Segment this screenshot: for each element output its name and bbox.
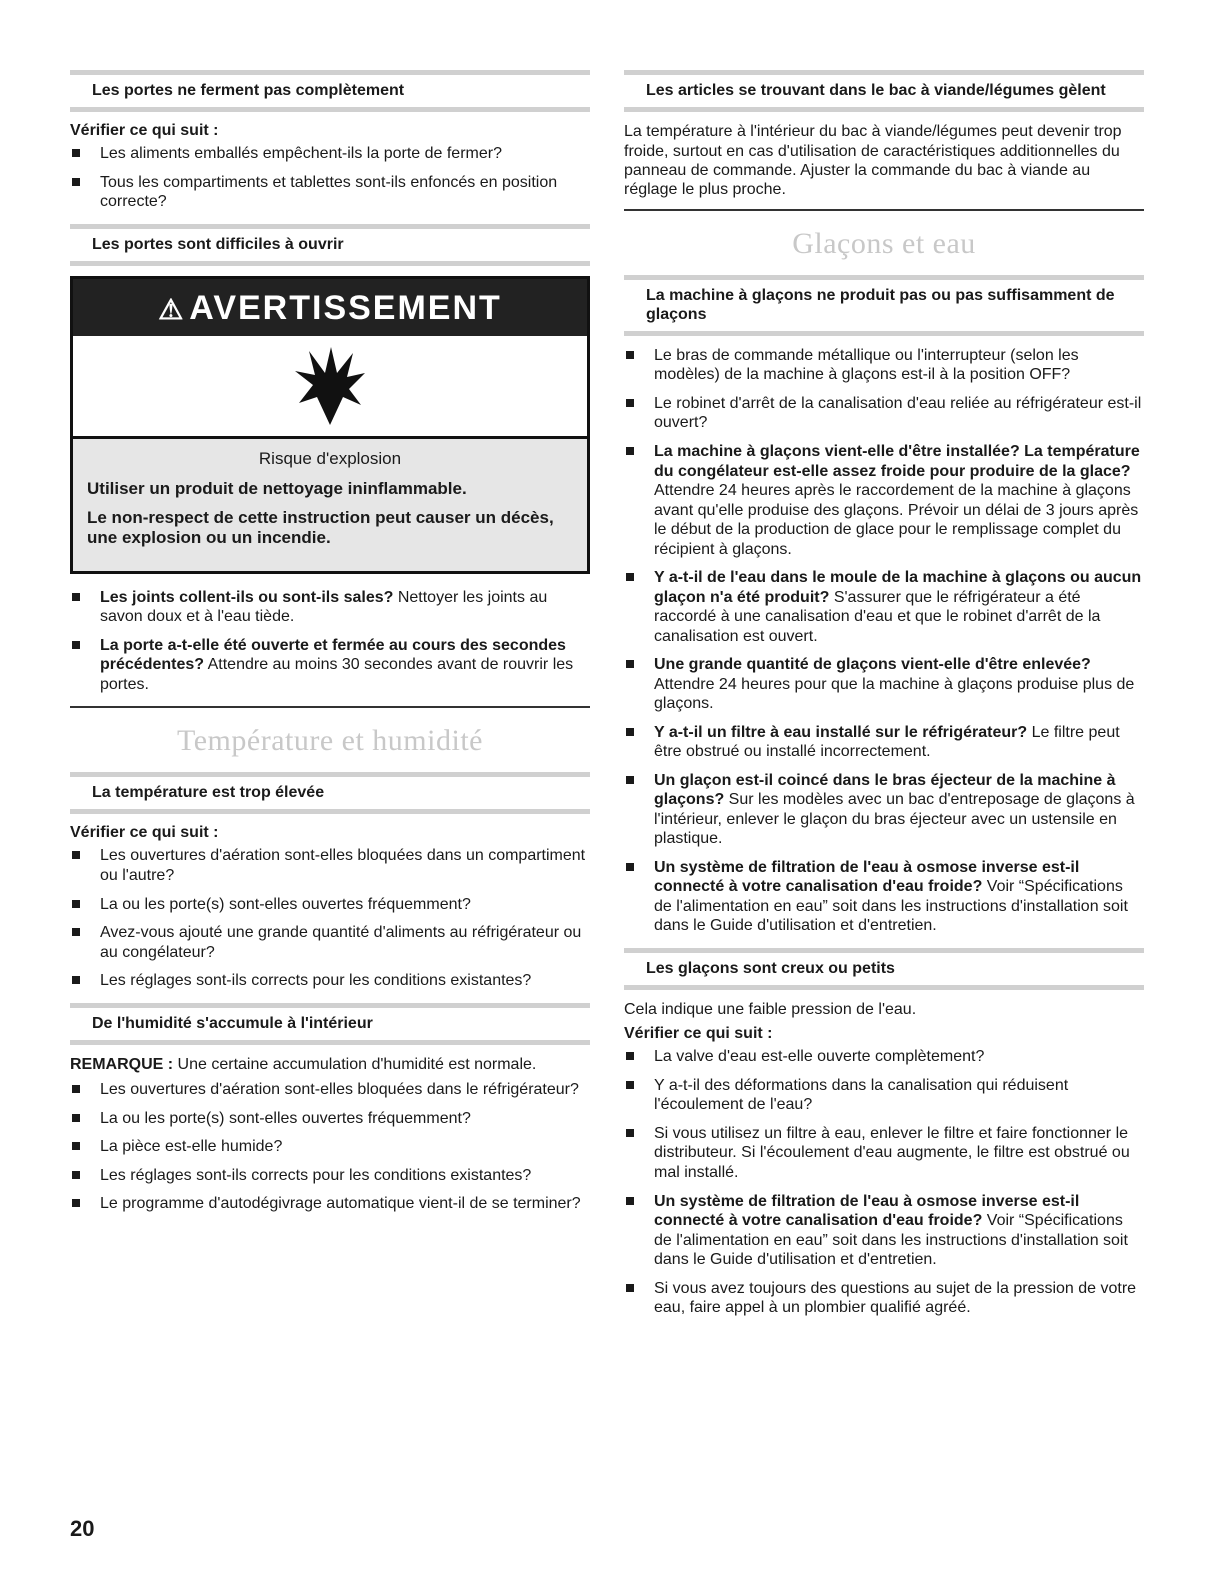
warning-box xyxy=(70,276,590,573)
list-item: Avez-vous ajouté une grande quantité d'aliments au réfrigérateur ou au congélateur? xyxy=(70,923,590,962)
list-item-text: Le bras de commande métallique ou l'interrupteur (selon les modèles) de la machine à glaçons est-il à la position OFF? xyxy=(654,346,1079,384)
list-item: Les réglages sont-ils corrects pour les conditions existantes? xyxy=(70,1166,590,1186)
warning-body xyxy=(73,439,587,570)
list-item-bold: Les joints collent-ils ou sont-ils sales? xyxy=(100,588,394,606)
list-item xyxy=(624,1192,1144,1270)
note-paragraph xyxy=(70,1055,590,1074)
subsection-title: Les portes ne ferment pas complètement xyxy=(92,82,405,99)
list-item xyxy=(624,568,1144,646)
bullet-list xyxy=(624,346,1144,936)
warning-instruction: Utiliser un produit de nettoyage ininflammable. xyxy=(87,479,467,499)
list-item xyxy=(624,1076,1144,1115)
note-label: REMARQUE : xyxy=(70,1055,174,1073)
bullet-list xyxy=(70,846,590,990)
list-item xyxy=(624,442,1144,559)
subsection-header xyxy=(70,70,590,112)
subsection-title: Les glaçons sont creux ou petits xyxy=(646,959,895,977)
list-item-text: Y a-t-il des déformations dans la canalisation qui réduisent l'écoulement de l'eau? xyxy=(654,1076,1069,1114)
explosion-icon xyxy=(73,336,587,439)
section-title: Température et humidité xyxy=(70,706,590,758)
list-item: Les ouvertures d'aération sont-elles bloquées dans le réfrigérateur? xyxy=(70,1080,590,1100)
list-item-text: S'assurer que le réfrigérateur a été raccordé à une canalisation d'eau et que le robinet d'arrêt de la canalisation est ouvert. xyxy=(654,588,1101,645)
warning-risk: Risque d'explosion xyxy=(258,449,402,469)
section-title: Glaçons et eau xyxy=(624,209,1144,261)
list-item-text: Attendre 24 heures pour que la machine à glaçons produise plus de glaçons. xyxy=(654,675,1135,713)
warning-consequence: Le non-respect de cette instruction peut causer un décès, une explosion ou un incendie. xyxy=(87,507,554,548)
list-item xyxy=(624,1124,1144,1183)
subsection-title: La température est trop élevée xyxy=(92,784,325,802)
subsection-header xyxy=(624,948,1144,990)
list-item-text: Le robinet d'arrêt de la canalisation d'eau reliée au réfrigérateur est-il ouvert? xyxy=(654,394,1142,432)
list-item-bold: Un glaçon est-il coincé dans le bras éjecteur de la machine à glaçons? xyxy=(654,771,1116,809)
bullet-list xyxy=(624,1047,1144,1317)
bullet-list xyxy=(70,1080,590,1214)
list-item-text: Voir “Spécifications de l'alimentation en eau” soit dans les instructions d'installation soit dans le Guide d'utilisation et d'entretien. xyxy=(654,878,1128,935)
list-item xyxy=(624,346,1144,385)
list-item: Les réglages sont-ils corrects pour les conditions existantes? xyxy=(70,971,590,991)
list-item xyxy=(624,394,1144,433)
list-item-text: Le filtre peut être obstrué ou installé incorrectement. xyxy=(654,723,1120,761)
list-item-text: Sur les modèles avec un bac d'entreposage de glaçons à l'intérieur, enlever le glaçon du bras éjecteur avec un ustensile en plastique. xyxy=(654,791,1135,848)
paragraph: Cela indique une faible pression de l'eau. xyxy=(624,1001,917,1019)
list-item xyxy=(624,858,1144,936)
left-column xyxy=(70,70,590,1226)
subsection-header xyxy=(70,1003,590,1045)
list-item: Les ouvertures d'aération sont-elles bloquées dans un compartiment ou l'autre? xyxy=(70,846,590,885)
list-item xyxy=(624,723,1144,762)
subsection-header xyxy=(624,275,1144,336)
subsection-title: De l'humidité s'accumule à l'intérieur xyxy=(92,1014,373,1032)
subsection-header xyxy=(70,224,590,266)
check-label: Vérifier ce qui suit : xyxy=(70,824,219,842)
list-item-bold: Une grande quantité de glaçons vient-elle d'être enlevée? xyxy=(654,656,1091,674)
list-item: La ou les porte(s) sont-elles ouvertes fréquemment? xyxy=(70,1109,590,1129)
list-item-bold: Un système de filtration de l'eau à osmose inverse est-il connecté à votre canalisation d'eau froide? xyxy=(654,1192,1080,1230)
list-item-text: Attendre 24 heures après le raccordement de la machine à glaçons avant qu'elle produise des glaçons. Prévoir un délai de 3 jours après le début de la production de glace pour le remplissage complet du récipient à glaçons. xyxy=(654,482,1139,558)
subsection-title: Les articles se trouvant dans le bac à viande/légumes gèlent xyxy=(646,82,1106,99)
list-item-text: Voir “Spécifications de l'alimentation en eau” soit dans les instructions d'installation soit dans le Guide d'utilisation et d'entretien. xyxy=(654,1212,1128,1269)
list-item-bold: Y a-t-il un filtre à eau installé sur le réfrigérateur? xyxy=(654,723,1028,741)
list-item: Les aliments emballés empêchent-ils la porte de fermer? xyxy=(70,144,590,164)
list-item-bold: Y a-t-il de l'eau dans le moule de la machine à glaçons ou aucun glaçon n'a été produit? xyxy=(654,569,1142,606)
warning-triangle-icon: ⚠ xyxy=(158,294,186,326)
warning-heading: AVERTISSEMENT xyxy=(189,289,502,328)
list-item xyxy=(624,655,1144,714)
list-item: Le programme d'autodégivrage automatique vient-il de se terminer? xyxy=(70,1194,590,1214)
bullet-list xyxy=(70,144,590,212)
subsection-title: La machine à glaçons ne produit pas ou pas suffisamment de glaçons xyxy=(646,287,1115,323)
list-item: La pièce est-elle humide? xyxy=(70,1137,590,1157)
list-item-bold: La porte a-t-elle été ouverte et fermée au cours des secondes précédentes? xyxy=(100,636,566,674)
note-text: Une certaine accumulation d'humidité est normale. xyxy=(173,1055,537,1073)
list-item xyxy=(624,1047,1144,1067)
list-item-bold: Un système de filtration de l'eau à osmose inverse est-il connecté à votre canalisation d'eau froide? xyxy=(654,858,1080,896)
bullet-list xyxy=(70,588,590,695)
list-item: Tous les compartiments et tablettes sont-ils enfoncés en position correcte? xyxy=(70,173,590,212)
list-item xyxy=(70,588,590,627)
subsection-title: Les portes sont difficiles à ouvrir xyxy=(92,235,344,253)
subsection-header xyxy=(70,772,590,814)
check-label: Vérifier ce qui suit : xyxy=(624,1025,773,1043)
list-item: La ou les porte(s) sont-elles ouvertes fréquemment? xyxy=(70,895,590,915)
subsection-header xyxy=(624,70,1144,112)
list-item-bold: La machine à glaçons vient-elle d'être installée? La température du congélateur est-elle assez froide pour produire de la glace? xyxy=(654,442,1140,480)
list-item-text: Nettoyer les joints au savon doux et à l'eau tiède. xyxy=(100,588,548,626)
list-item-text: Si vous utilisez un filtre à eau, enlever le filtre et faire fonctionner le distributeur. Si l'écoulement d'eau augmente, le filtre est obstrué ou mal installé. xyxy=(654,1124,1130,1181)
paragraph: La température à l'intérieur du bac à viande/légumes peut devenir trop froide, surtout en cas d'utilisation de caractéristiques additionnelles du panneau de commande. Ajuster la commande du bac à viande au réglage le plus proche. xyxy=(624,123,1122,198)
list-item-text: Si vous avez toujours des questions au sujet de la pression de votre eau, faire appel à un plombier qualifié agréé. xyxy=(654,1279,1137,1317)
right-column xyxy=(624,70,1144,1330)
check-label: Vérifier ce qui suit : xyxy=(70,122,219,140)
warning-header xyxy=(73,279,587,336)
list-item-text: La valve d'eau est-elle ouverte complètement? xyxy=(654,1048,985,1066)
list-item-text: Attendre au moins 30 secondes avant de rouvrir les portes. xyxy=(100,656,574,693)
list-item xyxy=(624,1279,1144,1318)
list-item xyxy=(624,771,1144,849)
page-number: 20 xyxy=(70,1516,95,1541)
list-item xyxy=(70,636,590,695)
